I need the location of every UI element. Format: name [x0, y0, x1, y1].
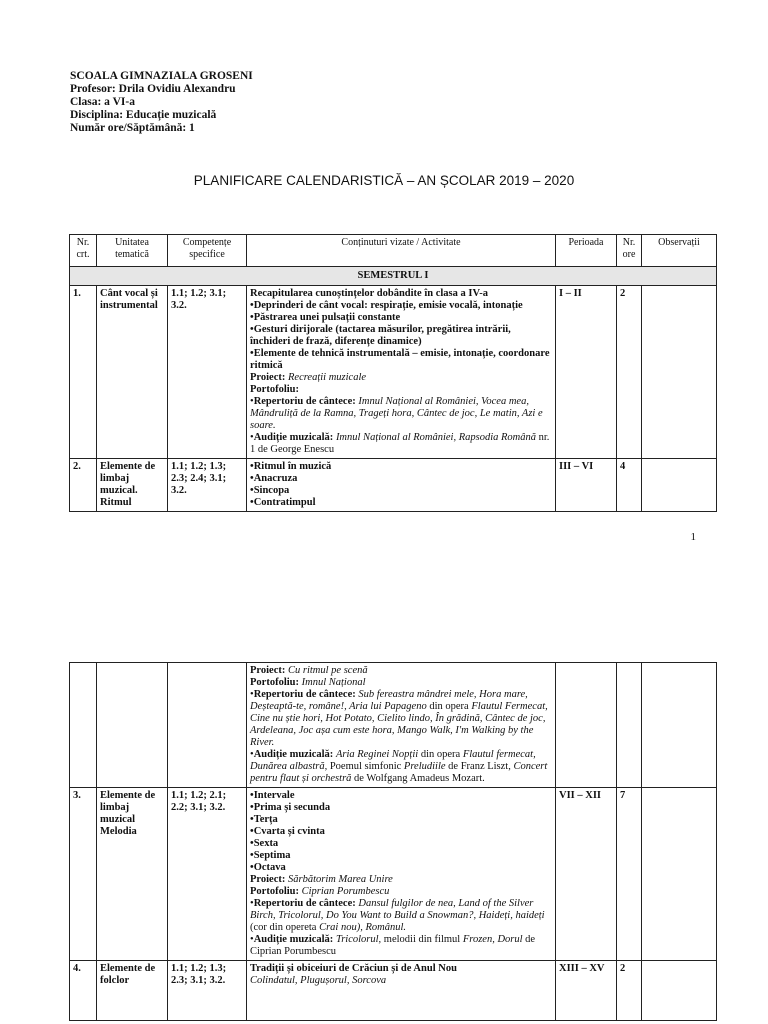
header-period: Perioada: [556, 235, 617, 267]
page-number: 1: [690, 531, 696, 543]
row-content: [247, 286, 556, 459]
row-competences: 1.1; 1.2; 1.3; 2.3; 3.1; 3.2.: [168, 961, 247, 1021]
row-content: [247, 459, 556, 512]
row-competences: 1.1; 1.2; 1.3; 2.3; 2.4; 3.1; 3.2.: [168, 459, 247, 512]
row-period: I – II: [556, 286, 617, 459]
semester-label: SEMESTRUL I: [70, 267, 717, 286]
row-period: XIII – XV: [556, 961, 617, 1021]
content-bullet: • Elemente de tehnică instrumentală – emisie, intonație, coordonare ritmică: [250, 348, 552, 372]
content-bullet: • Păstrarea unei pulsații constante: [250, 312, 552, 324]
project-line: Proiect: Recreații muzicale: [250, 372, 367, 383]
header-hours: Nr. ore: [617, 235, 642, 267]
content-bullet: • Cvarta și cvinta: [250, 826, 552, 838]
content-bullet: • Contratimpul: [250, 497, 552, 509]
audition-line: • Audiție muzicală: Imnul Național al României, Rapsodia Română nr. 1 de George Enescu: [250, 432, 552, 456]
row-number: 1.: [70, 286, 97, 459]
header-content: Conținuturi vizate / Activitate: [247, 235, 556, 267]
row-observations: [642, 286, 717, 459]
table-row: [70, 663, 717, 788]
row-unit: Elemente de limbaj muzical Melodia: [97, 788, 168, 961]
content-bullet: • Anacruza: [250, 473, 552, 485]
row-hours: 2: [617, 961, 642, 1021]
row-competences: 1.1; 1.2; 3.1; 3.2.: [168, 286, 247, 459]
content-bullet: • Septima: [250, 850, 552, 862]
content-subtitle: Colindatul, Plugușorul, Sorcova: [250, 975, 387, 986]
row-period: [556, 663, 617, 788]
table-row: [70, 286, 717, 459]
content-bullet: • Sexta: [250, 838, 552, 850]
row-period: III – VI: [556, 459, 617, 512]
header-nr: Nr. crt.: [70, 235, 97, 267]
header-observations: Observații: [642, 235, 717, 267]
content-bullet: • Gesturi dirijorale (tactarea măsurilor, pregătirea intrării, închideri de frază, diferențe dinamice): [250, 324, 552, 348]
row-hours: 2: [617, 286, 642, 459]
row-period: VII – XII: [556, 788, 617, 961]
class-label: Clasa: a VI-a: [70, 96, 135, 108]
content-bullet: • Intervale: [250, 790, 552, 802]
row-hours: 4: [617, 459, 642, 512]
table-header-row: [70, 235, 717, 267]
audition-line: • Audiție muzicală: Tricolorul, melodii din filmul Frozen, Dorul de Ciprian Porumbescu: [250, 934, 552, 958]
content-intro: Recapitularea cunoștințelor dobândite în clasa a IV-a: [250, 288, 489, 299]
row-unit: [97, 663, 168, 788]
header-competences: Competențe specifice: [168, 235, 247, 267]
row-observations: [642, 961, 717, 1021]
row-hours: 7: [617, 788, 642, 961]
project-line: Proiect: Sărbătorim Marea Unire: [250, 874, 393, 885]
row-unit: Elemente de folclor: [97, 961, 168, 1021]
row-observations: [642, 459, 717, 512]
content-bullet: • Prima și secunda: [250, 802, 552, 814]
hours-per-week: Număr ore/Săptămână: 1: [70, 122, 195, 134]
planning-table-continued: [69, 662, 717, 1021]
row-number: 2.: [70, 459, 97, 512]
table-row: [70, 788, 717, 961]
portfolio-line: Portofoliu: Ciprian Porumbescu: [250, 886, 390, 897]
row-observations: [642, 663, 717, 788]
content-bullet: • Deprinderi de cânt vocal: respirație, emisie vocală, intonație: [250, 300, 552, 312]
row-competences: [168, 663, 247, 788]
row-content: [247, 663, 556, 788]
content-bullet: • Sincopa: [250, 485, 552, 497]
row-number: 4.: [70, 961, 97, 1021]
row-content: [247, 961, 556, 1021]
audition-line: • Audiție muzicală: Aria Reginei Nopții din opera Flautul fermecat, Dunărea albastră, Poemul simfonic Preludiile de Franz Liszt, Concert pentru flaut și orchestră de Wolfgang Amadeus Mozart.: [250, 749, 552, 785]
content-title: Tradiții și obiceiuri de Crăciun și de Anul Nou: [250, 963, 457, 974]
row-content: [247, 788, 556, 961]
row-unit: Cânt vocal și instrumental: [97, 286, 168, 459]
teacher-name: Profesor: Drila Ovidiu Alexandru: [70, 83, 236, 95]
repertoire-line: • Repertoriu de cântece: Sub fereastra mândrei mele, Hora mare, Deșteaptă-te, române!, Aria lui Papageno din opera Flautul Fermecat, Cine nu știe hori, Hot Potato, Cielito lindo, În grădină, Cântec de joc, Ardeleana, Joc așa cum este hora, Mango Walk, I'm Walking by the River.: [250, 689, 552, 749]
portfolio-label: Portofoliu:: [250, 384, 299, 395]
content-bullet: • Ritmul în muzică: [250, 461, 552, 473]
content-bullet: • Octava: [250, 862, 552, 874]
row-unit: Elemente de limbaj muzical. Ritmul: [97, 459, 168, 512]
row-number: [70, 663, 97, 788]
row-number: 3.: [70, 788, 97, 961]
content-bullet: • Terța: [250, 814, 552, 826]
semester-row: [70, 267, 717, 286]
table-row: [70, 459, 717, 512]
repertoire-line: • Repertoriu de cântece: Imnul Național al României, Vocea mea, Mândruliță de la Ramna, Trageți hora, Cântec de joc, Le matin, Azi e soare.: [250, 396, 552, 432]
row-competences: 1.1; 1.2; 2.1; 2.2; 3.1; 3.2.: [168, 788, 247, 961]
planning-table: [69, 234, 717, 512]
discipline-label: Disciplina: Educație muzicală: [70, 109, 217, 121]
header-unit: Unitatea tematică: [97, 235, 168, 267]
repertoire-line: • Repertoriu de cântece: Dansul fulgilor de nea, Land of the Silver Birch, Tricolorul, Do You Want to Build a Snowman?, Haideți, haideți (cor din opereta Crai nou), Românul.: [250, 898, 552, 934]
school-name: SCOALA GIMNAZIALA GROSENI: [70, 70, 253, 82]
project-line: Proiect: Cu ritmul pe scenă: [250, 665, 368, 676]
document-header: [70, 70, 253, 135]
page-title: PLANIFICARE CALENDARISTICĂ – AN ȘCOLAR 2019 – 2020: [193, 173, 575, 188]
row-hours: [617, 663, 642, 788]
row-observations: [642, 788, 717, 961]
portfolio-line: Portofoliu: Imnul Național: [250, 677, 366, 688]
table-row: [70, 961, 717, 1021]
page-2: [0, 575, 768, 1024]
